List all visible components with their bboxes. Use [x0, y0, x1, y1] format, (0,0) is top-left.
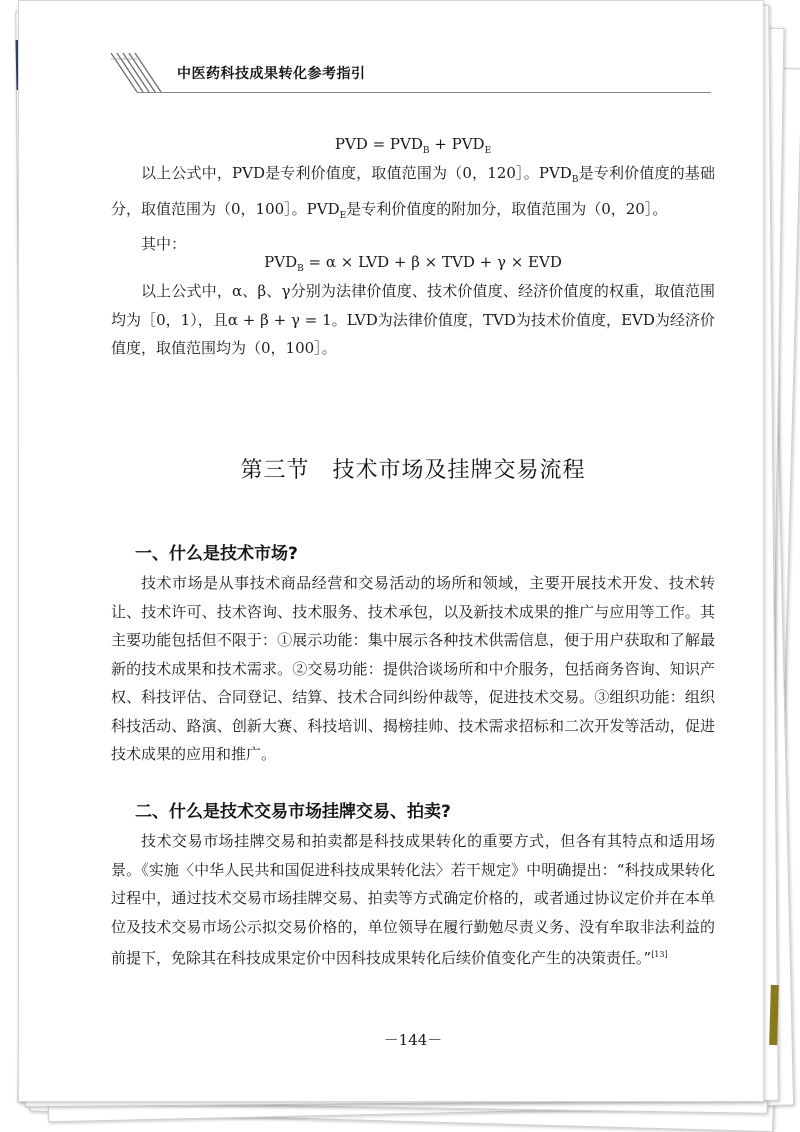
paragraph-weights: [111, 277, 715, 363]
header-stripes-decoration: [111, 53, 171, 93]
citation-marker: [13]: [651, 950, 668, 959]
para-text: 技术交易市场挂牌交易和拍卖都是科技成果转化的重要方式，但各有其特点和适用场景。《实施〈中华人民共和国促进科技成果转化法〉若干规定》中明确提出：“科技成果转化过程中，通过技术交易市场挂牌交易、拍卖等方式确定价格的，或者通过协议定价并在本单位及技术交易市场公示拟交易价格的，单位领导在履行勤勉尽责义务、没有牟取非法利益的前提下，免除其在科技成果定价中因科技成果转化后续价值变化产生的决策责任。”: [111, 832, 715, 967]
heading-what-is-tech-market: 一、什么是技术市场?: [135, 544, 298, 564]
paragraph-among: 其中：: [141, 235, 187, 253]
formula-expression: = α × LVD + β × TVD + γ × EVD: [303, 253, 562, 271]
paragraph-tech-market: [111, 569, 715, 769]
para-subscript: E: [339, 210, 347, 221]
formula-term: PVD: [334, 135, 368, 153]
formula-operator: =: [367, 135, 390, 153]
header-rule: [137, 92, 711, 93]
formula-subscript: B: [297, 264, 304, 274]
formula-term: PVD: [451, 135, 485, 153]
para-text: 以上公式中，PVD是专利价值度，取值范围为（0，120］。PVD: [141, 164, 572, 182]
para-text: 技术市场是从事技术商品经营和交易活动的场所和领域，主要开展技术开发、技术转让、技术许可、技术咨询、技术服务、技术承包，以及新技术成果的推广与应用等工作。其主要功能包括但不限于：①展示功能：集中展示各种技术供需信息，便于用户获取和了解最新的技术成果和技术需求。②交易功能：提供洽谈场所和中介服务，包括商务咨询、知识产权、科技评估、合同登记、结算、技术合同纠纷仲裁等，促进技术交易。③组织功能：组织科技活动、路演、创新大赛、科技培训、揭榜挂帅、技术需求招标和二次开发等活动，促进技术成果的应用和推广。: [111, 574, 715, 763]
section-title: 第三节 技术市场及挂牌交易流程: [240, 458, 586, 483]
page-number: －144－: [383, 1031, 443, 1049]
formula-pvd: [111, 135, 715, 156]
para-text: 是专利价值度的附加分，取值范围为（0，20］。: [346, 199, 668, 218]
formula-pvdb: [111, 253, 715, 274]
running-header-title: 中医药科技成果转化参考指引: [177, 66, 366, 82]
para-subscript: B: [571, 175, 579, 185]
formula-term: PVD: [264, 253, 298, 271]
page-edge-tab: [769, 985, 779, 1045]
para-text: 是专利价值度的基础分，取值范围为（0，100］。PVD: [111, 164, 715, 218]
formula-subscript: B: [422, 146, 430, 156]
document-page: [18, 0, 764, 1102]
para-text: 以上公式中，α、β、γ分别为法律价值度、技术价值度、经济价值度的权重，取值范围均为［0，1），且α + β + γ = 1。LVD为法律价值度，TVD为技术价值度，EVD为经济价值度，取值范围均为（0，100］。: [111, 282, 715, 357]
formula-subscript: E: [484, 146, 492, 156]
paragraph-pvd-explanation: [111, 159, 715, 259]
formula-term: PVD: [389, 135, 423, 153]
formula-operator: +: [429, 135, 452, 153]
paragraph-listing-auction: [111, 827, 715, 973]
heading-listing-auction: 二、什么是技术交易市场挂牌交易、拍卖?: [135, 802, 451, 822]
